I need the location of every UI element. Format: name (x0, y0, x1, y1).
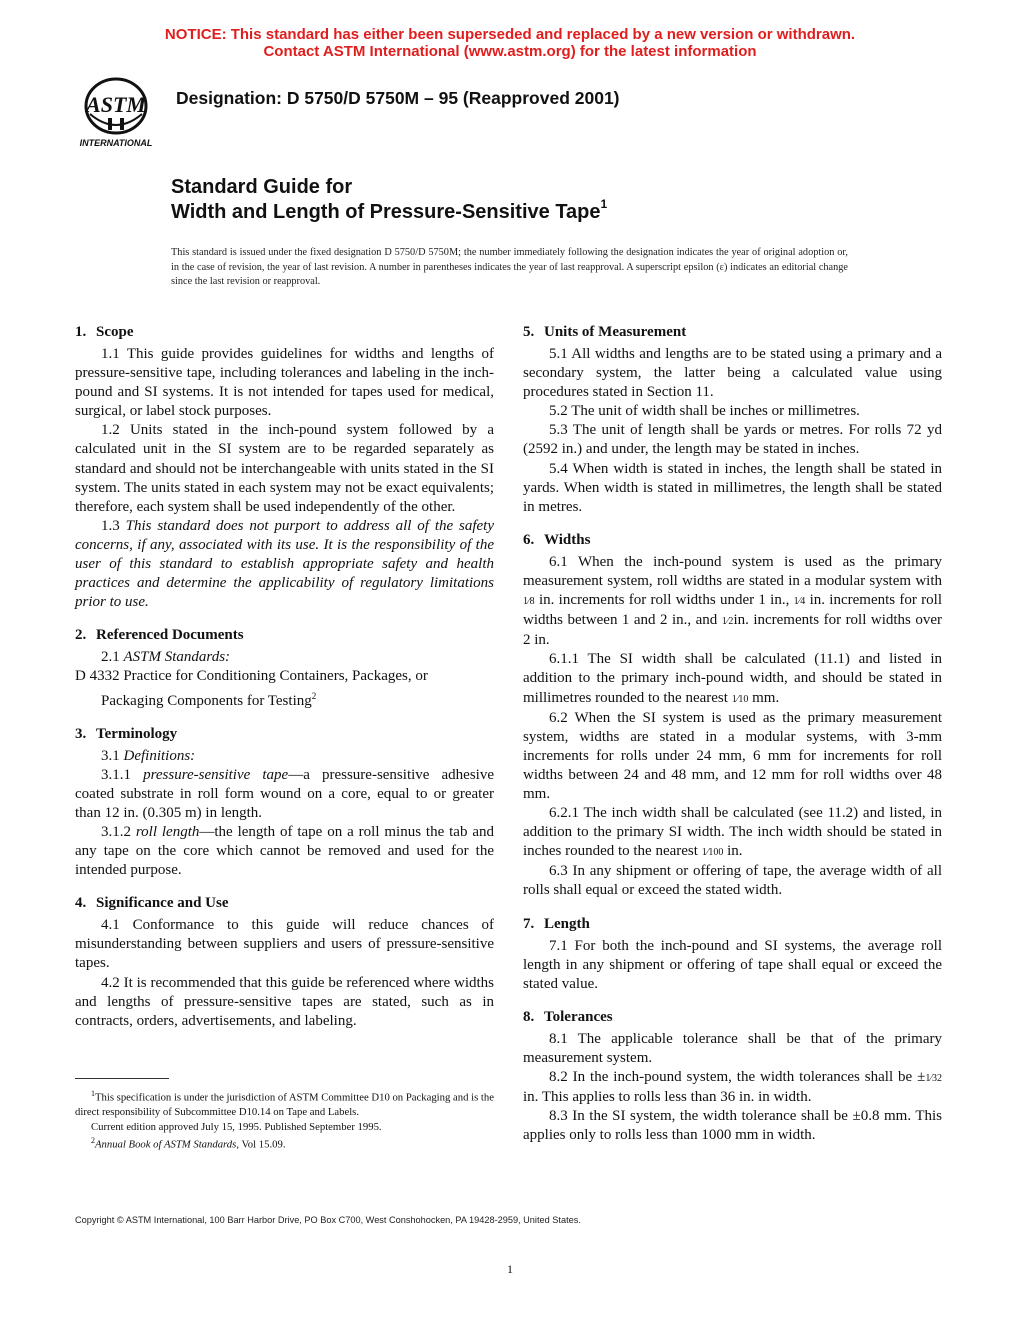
section-widths (523, 530, 942, 901)
section-heading: 3. Terminology (75, 725, 178, 742)
paragraph: 7.1 For both the inch-pound and SI systems, the average roll length in any shipment or offering of tape shall equal or exceed the stated value. (523, 937, 942, 992)
section-tolerances (523, 1007, 942, 1146)
section-scope (75, 322, 494, 612)
paragraph: 8.2 In the inch-pound system, the width tolerances shall be ±1⁄32 in. This applies to rolls less than 36 in. in width. (523, 1069, 942, 1106)
page-number: 1 (507, 1262, 513, 1276)
section-heading: 5. Units of Measurement (523, 324, 687, 340)
paragraph: 6.1.1 The SI width shall be calculated (11.1) and listed in addition to the primary inch-pound width, and should be stated in millimetres rounded to the nearest 1⁄10 mm. (523, 651, 942, 706)
paragraph: 1.2 Units stated in the inch-pound system followed by a calculated unit in the SI system are to be regarded separately as standard and should not be interchangeable with units stated in the SI system. The units stated in each system may not be exact equivalents; therefore, each system shall be used independently of the other. (75, 422, 494, 515)
document-title (171, 175, 607, 225)
paragraph: 5.4 When width is stated in inches, the length shall be stated in yards. When width is stated in millimetres, the length shall be stated in metres. (523, 460, 942, 515)
paragraph: 4.2 It is recommended that this guide be referenced where widths and lengths of pressure-sensitive tapes are stated, such as in contracts, orders, advertisements, and labeling. (75, 974, 494, 1029)
title-line-2 (171, 197, 608, 225)
withdrawal-notice (0, 26, 1020, 60)
section-heading: 7. Length (523, 915, 590, 932)
astm-logo (70, 74, 162, 150)
section-heading: 6. Widths (523, 531, 591, 548)
title-footnote-mark: 1 (600, 197, 608, 212)
paragraph: 1.1 This guide provides guidelines for widths and lengths of pressure-sensitive tape, including tolerances and labeling in the inch-pound and SI systems. It is not intended for tapes used for medical, surgical, or label stock purposes. (75, 346, 494, 420)
definition: 3.1.1 pressure-sensitive tape—a pressure-sensitive adhesive coated substrate in roll form wound on a core, equal to or greater than 12 in. (0.305 m) in length. (75, 766, 495, 821)
definition: 3.1.2 roll length—the length of tape on a roll minus the tab and any tape on the core which cannot be removed and used for the intended purpose. (75, 823, 495, 879)
logo-letters: ASTM (86, 92, 146, 117)
preamble: This standard is issued under the fixed designation D 5750/D 5750M; the number immediately following the designation indicates the year of original adoption or, in the case of revision, the year of last revision. A number in parentheses indicates the year of last reapproval. A superscript epsilon (ε) indicates an editorial change since the last revision or reapproval. (171, 247, 848, 288)
paragraph: 5.3 The unit of length shall be yards or metres. For rolls 72 yd (2592 in.) and under, the length may be stated in inches. (523, 422, 942, 458)
paragraph: 1.3 This standard does not purport to address all of the safety concerns, if any, associated with its use. It is the responsibility of the user of this standard to establish appropriate safety and health practices and determine the applicability of regulatory limitations prior to use. (75, 517, 495, 611)
paragraph: 3.1 Definitions: (101, 747, 196, 764)
section-length (523, 914, 942, 994)
section-heading: 8. Tolerances (523, 1008, 613, 1025)
logo-international: INTERNATIONAL (79, 138, 153, 148)
paragraph: 4.1 Conformance to this guide will reduce chances of misunderstanding between suppliers and users of pressure-sensitive tapes. (75, 917, 494, 972)
section-referenced-documents (75, 625, 494, 710)
paragraph: 5.2 The unit of width shall be inches or millimetres. (549, 403, 860, 420)
footnote-1-edition: Current edition approved July 15, 1995. Published September 1995. (91, 1120, 382, 1133)
title-main: Width and Length of Pressure-Sensitive Tape (171, 201, 601, 223)
paragraph: 8.3 In the SI system, the width tolerance shall be ±0.8 mm. This applies only to rolls less than 1000 mm in width. (523, 1108, 942, 1144)
left-column (75, 322, 494, 1044)
paragraph: 5.1 All widths and lengths are to be stated using a primary and a secondary system, the latter being a calculated value using procedures stated in Section 11. (523, 346, 942, 401)
paragraph: 2.1 ASTM Standards: (101, 649, 231, 666)
section-heading: 2. Referenced Documents (75, 627, 244, 644)
paragraph: 6.3 In any shipment or offering of tape, the average width of all rolls shall equal or exceed the stated width. (523, 863, 942, 899)
section-terminology (75, 724, 494, 881)
footnote-divider (75, 1078, 169, 1079)
right-column (523, 322, 942, 1158)
section-heading: 4. Significance and Use (75, 895, 229, 912)
astm-logo-icon (70, 74, 162, 150)
designation: Designation: D 5750/D 5750M – 95 (Reapproved 2001) (176, 88, 620, 108)
footnote-2: $^2$Annual Book of ASTM Standards, Vol 15.09. (91, 1136, 286, 1151)
footnote-1: $^1$This specification is under the jurisdiction of ASTM Committee D10 on Packaging and is the direct responsibility of Subcommittee D10.14 on Tape and Labels. (75, 1089, 494, 1119)
reference-item: D 4332 Practice for Conditioning Containers, Packages, or Packaging Components for Testing$^2$ (75, 668, 428, 709)
footnotes (75, 1087, 494, 1153)
notice-line-2: Contact ASTM International (www.astm.org) for the latest information (263, 43, 757, 60)
section-significance (75, 893, 494, 1031)
section-heading: 1. Scope (75, 324, 134, 340)
paragraph: 6.2 When the SI system is used as the primary measurement system, widths are stated in a modular systems, with 3-mm increments for rolls under 24 mm, 6 mm for increments for roll widths between 24 and 48 mm, and 12 mm for roll widths over 48 mm. (523, 709, 942, 802)
paragraph: 8.1 The applicable tolerance shall be that of the primary measurement system. (523, 1030, 942, 1066)
paragraph: 6.1 When the inch-pound system is used as the primary measurement system, roll widths are stated in a modular system with 1⁄8 in. increments for roll widths under 1 in., 1⁄4 in. increments for roll widths between 1 and 2 in., and 1⁄2in. increments for roll widths over 2 in. (523, 553, 943, 649)
notice-line-1: NOTICE: This standard has either been superseded and replaced by a new version or withdrawn. (164, 26, 856, 43)
section-units (523, 322, 942, 517)
copyright: Copyright © ASTM International, 100 Barr Harbor Drive, PO Box C700, West Conshohocken, PA 19428-2959, United States. (75, 1215, 581, 1225)
title-line-1: Standard Guide for (171, 176, 353, 198)
paragraph: 6.2.1 The inch width shall be calculated (see 11.2) and listed, in addition to the primary SI width. The inch width should be stated in inches rounded to the nearest 1⁄100 in. (523, 805, 942, 860)
